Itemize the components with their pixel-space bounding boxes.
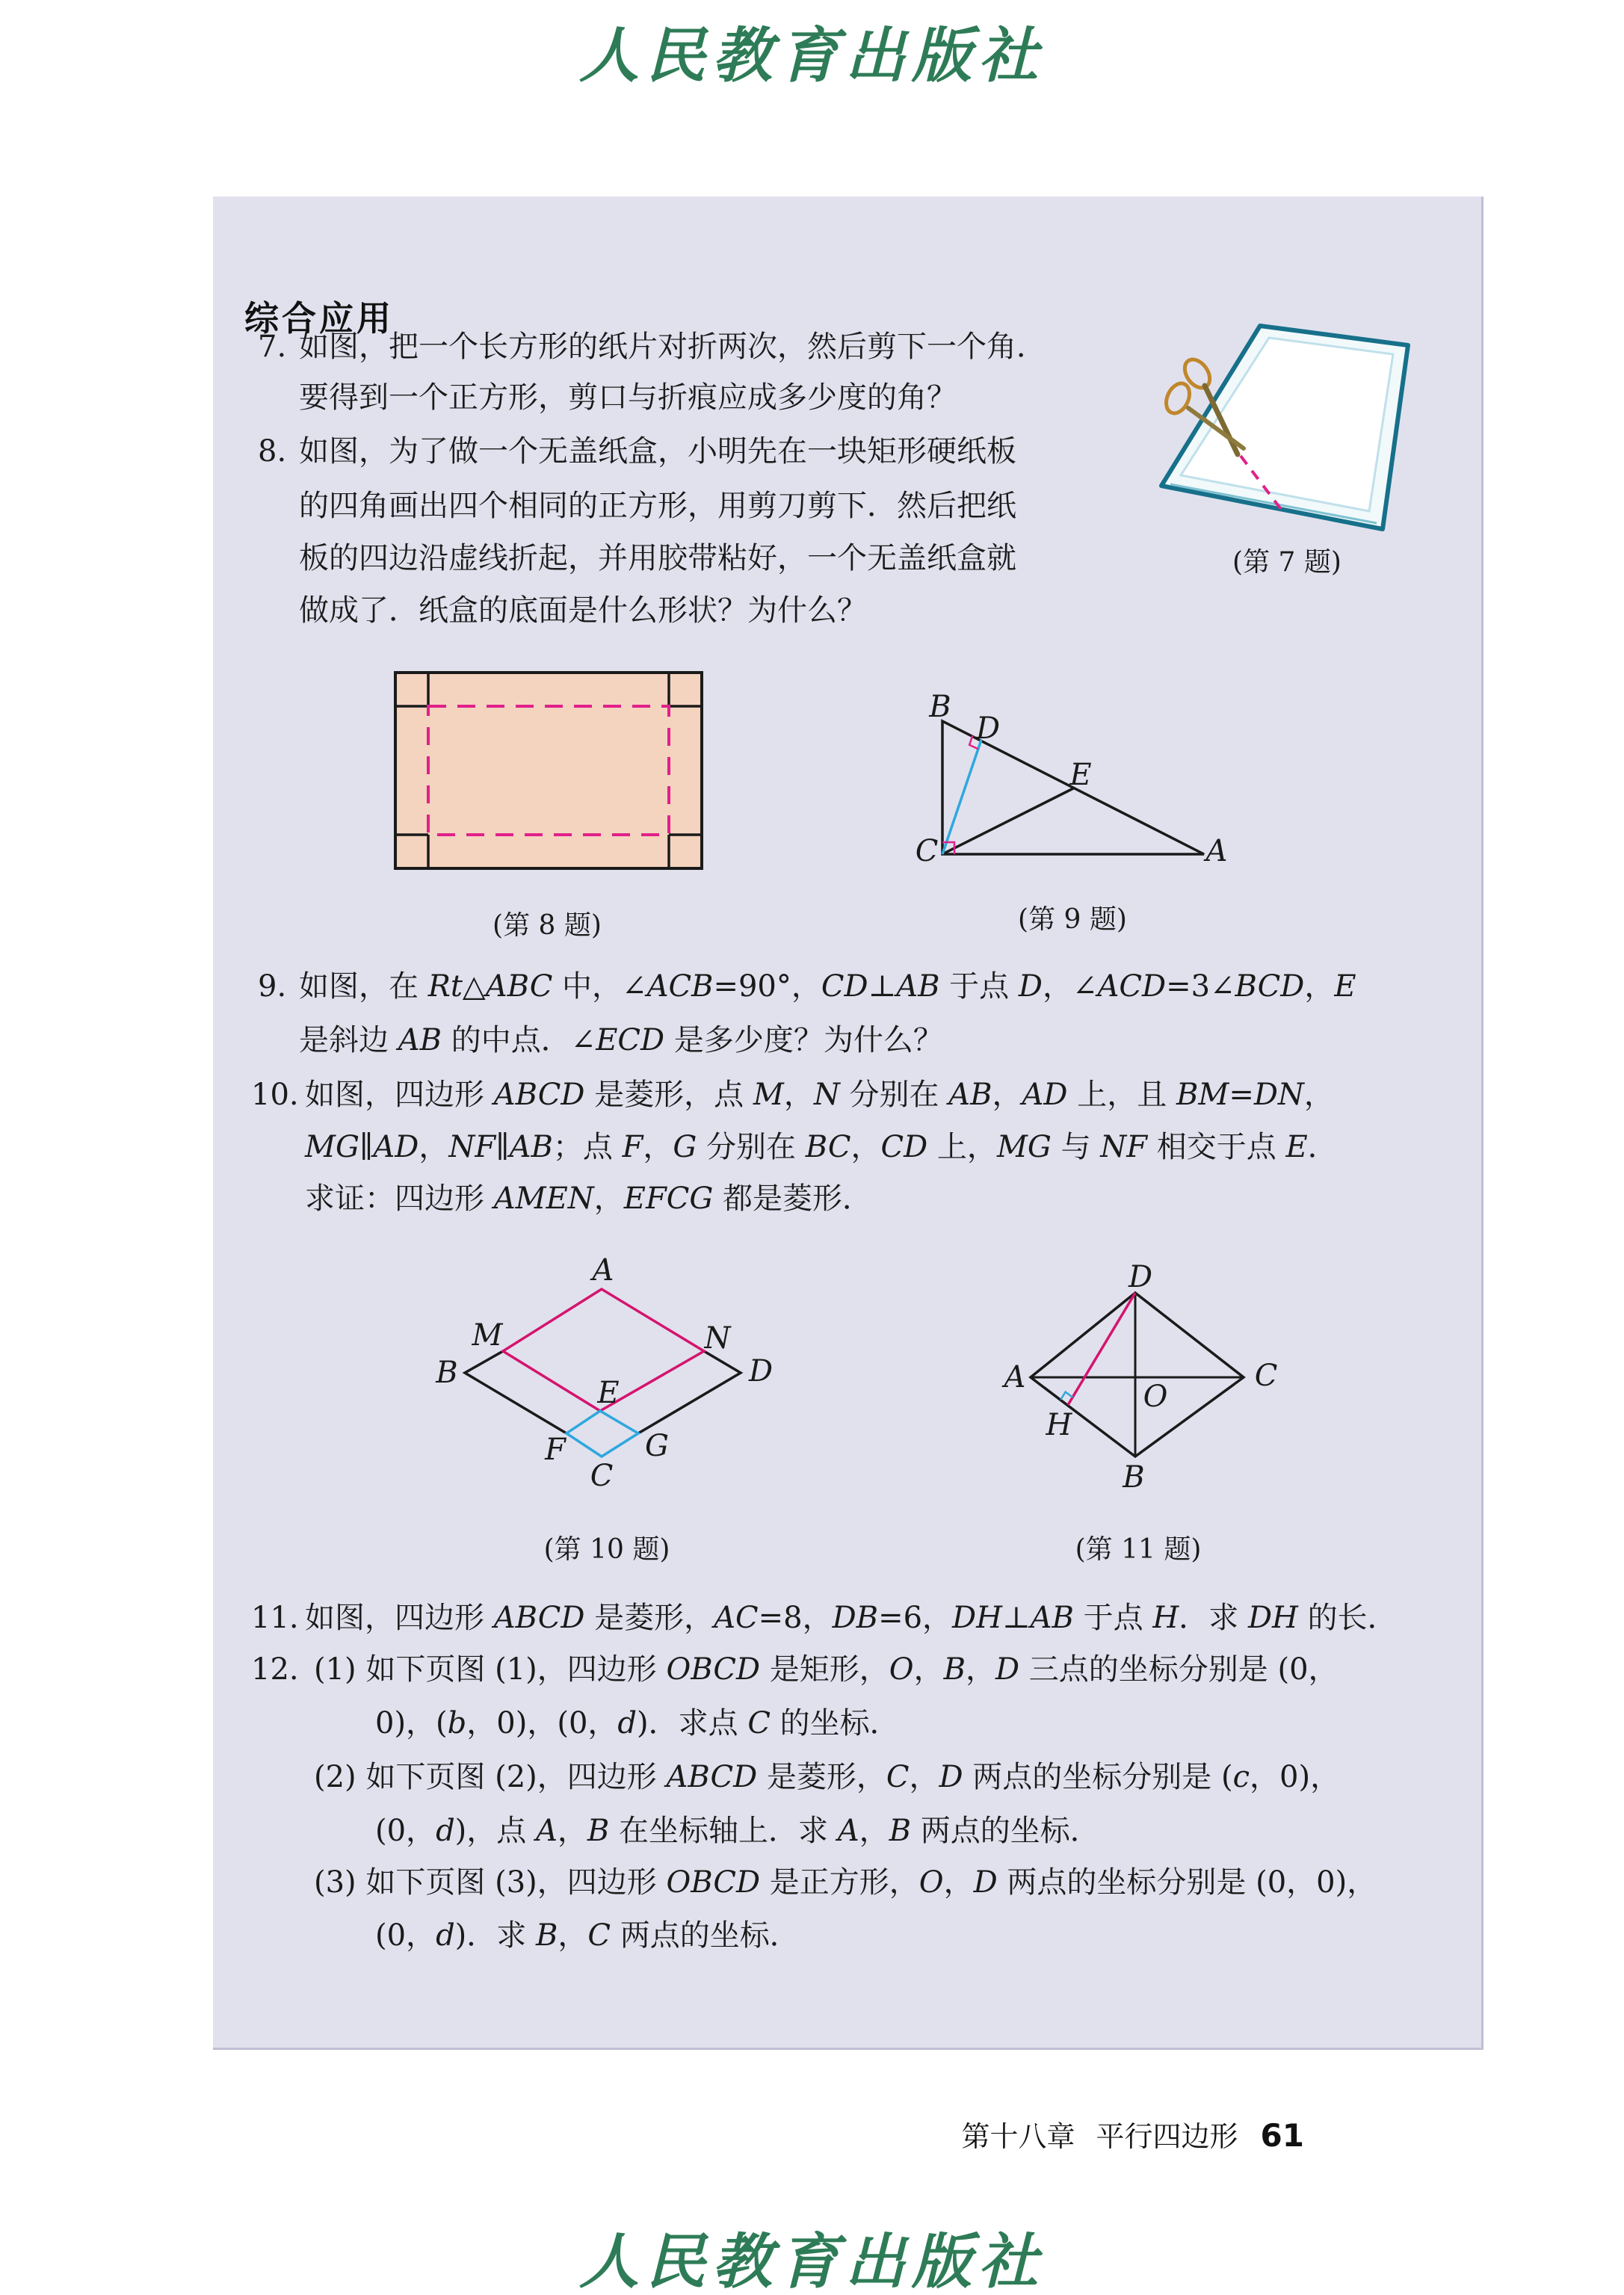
problem-10-line-1: 如图，四边形 ABCD 是菱形，点 M，N 分别在 AB，AD 上，且 BM=DN， bbox=[305, 1078, 1334, 1112]
label-c: C bbox=[590, 1459, 614, 1493]
figure-10-caption: (第 10 题) bbox=[543, 1534, 670, 1565]
problem-12-line-1: (1) 如下页图 (1)，四边形 OBCD 是矩形，O，B，D 三点的坐标分别是 (0， bbox=[314, 1652, 1339, 1687]
problem-10-line-2: MG∥AD，NF∥AB；点 F，G 分别在 BC，CD 上，MG 与 NF 相交于点 E． bbox=[305, 1130, 1338, 1164]
figure-8-caption: (第 8 题) bbox=[493, 910, 602, 941]
problem-9-line-2: 是斜边 AB 的中点．∠ECD 是多少度？为什么？ bbox=[299, 1023, 943, 1057]
label-m: M bbox=[472, 1318, 503, 1353]
problem-12-line-3: (2) 如下页图 (2)，四边形 ABCD 是菱形，C，D 两点的坐标分别是 (c，0)， bbox=[314, 1760, 1341, 1794]
label-d: D bbox=[748, 1354, 774, 1389]
figure-11-caption: (第 11 题) bbox=[1075, 1534, 1202, 1565]
figure-7-paper-scissors bbox=[1151, 295, 1472, 534]
problem-9-line-1: 如图，在 Rt△ABC 中，∠ACB=90°，CD⊥AB 于点 D，∠ACD=3∠BCD，E bbox=[299, 969, 1356, 1004]
problem-8-line-2: 的四角画出四个相同的正方形，用剪刀剪下．然后把纸 bbox=[299, 489, 1016, 523]
label-b: B bbox=[436, 1356, 458, 1390]
label-b: B bbox=[929, 690, 951, 724]
problem-8-line-3: 板的四边沿虚线折起，并用胶带粘好，一个无盖纸盒就 bbox=[299, 541, 1016, 575]
label-c: C bbox=[1254, 1359, 1278, 1393]
problem-7-line-1: 如图，把一个长方形的纸片对折两次，然后剪下一个角． bbox=[299, 330, 1046, 364]
label-e: E bbox=[1069, 758, 1092, 792]
figure-9-triangle bbox=[882, 673, 1271, 874]
problem-7-line-2: 要得到一个正方形，剪口与折痕应成多少度的角？ bbox=[299, 380, 957, 415]
problem-8-line-4: 做成了．纸盒的底面是什么形状？为什么？ bbox=[299, 593, 867, 628]
label-h: H bbox=[1046, 1408, 1072, 1442]
figure-10-rhombus bbox=[419, 1241, 792, 1495]
label-n: N bbox=[704, 1321, 731, 1356]
label-e: E bbox=[597, 1376, 620, 1410]
rhombus-efcg bbox=[566, 1411, 638, 1457]
label-o: O bbox=[1143, 1380, 1168, 1414]
page-footer bbox=[930, 2113, 1304, 2155]
label-d: D bbox=[1128, 1260, 1153, 1294]
section-heading: 综合应用 bbox=[244, 298, 394, 339]
label-a: A bbox=[1205, 834, 1228, 868]
figure-9-caption: (第 9 题) bbox=[1018, 904, 1127, 935]
problem-10-line-3: 求证：四边形 AMEN，EFCG 都是菱形． bbox=[305, 1182, 872, 1216]
label-d: D bbox=[975, 711, 1001, 746]
footer-section-title: 平行四边形 bbox=[1096, 2120, 1238, 2153]
label-b: B bbox=[1123, 1460, 1145, 1495]
problem-8-line-1: 如图，为了做一个无盖纸盒，小明先在一块矩形硬纸板 bbox=[299, 434, 1016, 469]
publisher-logo-bottom: 人民教育出版社 bbox=[579, 2226, 1045, 2295]
label-a: A bbox=[1004, 1360, 1026, 1394]
cardboard-outline bbox=[395, 673, 702, 868]
footer-chapter: 第十八章 bbox=[961, 2120, 1075, 2153]
figure-8-cardboard bbox=[381, 661, 717, 878]
label-f: F bbox=[545, 1433, 566, 1467]
problem-11-number: 11. bbox=[251, 1601, 299, 1635]
problem-12-line-4: (0，d)，点 A，B 在坐标轴上．求 A，B 两点的坐标． bbox=[375, 1814, 1100, 1848]
label-c: C bbox=[915, 834, 939, 868]
problem-11-line-1: 如图，四边形 ABCD 是菱形，AC=8，DB=6，DH⊥AB 于点 H．求 DH 的长． bbox=[305, 1601, 1398, 1635]
problem-9-number: 9. bbox=[258, 969, 287, 1004]
segment-dh bbox=[1068, 1293, 1135, 1405]
problem-12-number: 12. bbox=[251, 1652, 299, 1687]
problem-7-number: 7. bbox=[258, 330, 287, 364]
figure-11-rhombus bbox=[994, 1248, 1293, 1495]
label-a: A bbox=[592, 1253, 614, 1288]
problem-10-number: 10. bbox=[251, 1078, 299, 1112]
problem-12-line-5: (3) 如下页图 (3)，四边形 OBCD 是正方形，O，D 两点的坐标分别是 (0，0)， bbox=[314, 1865, 1377, 1900]
publisher-logo-top: 人民教育出版社 bbox=[579, 20, 1045, 90]
figure-7-caption: (第 7 题) bbox=[1232, 547, 1342, 578]
problem-8-number: 8. bbox=[258, 434, 287, 469]
problem-12-line-6: (0，d)．求 B，C 两点的坐标． bbox=[375, 1918, 800, 1953]
label-g: G bbox=[645, 1429, 669, 1463]
footer-page-number: 61 bbox=[1260, 2117, 1304, 2154]
problem-12-line-2: 0)，(b，0)，(0，d)．求点 C 的坐标． bbox=[375, 1706, 900, 1740]
